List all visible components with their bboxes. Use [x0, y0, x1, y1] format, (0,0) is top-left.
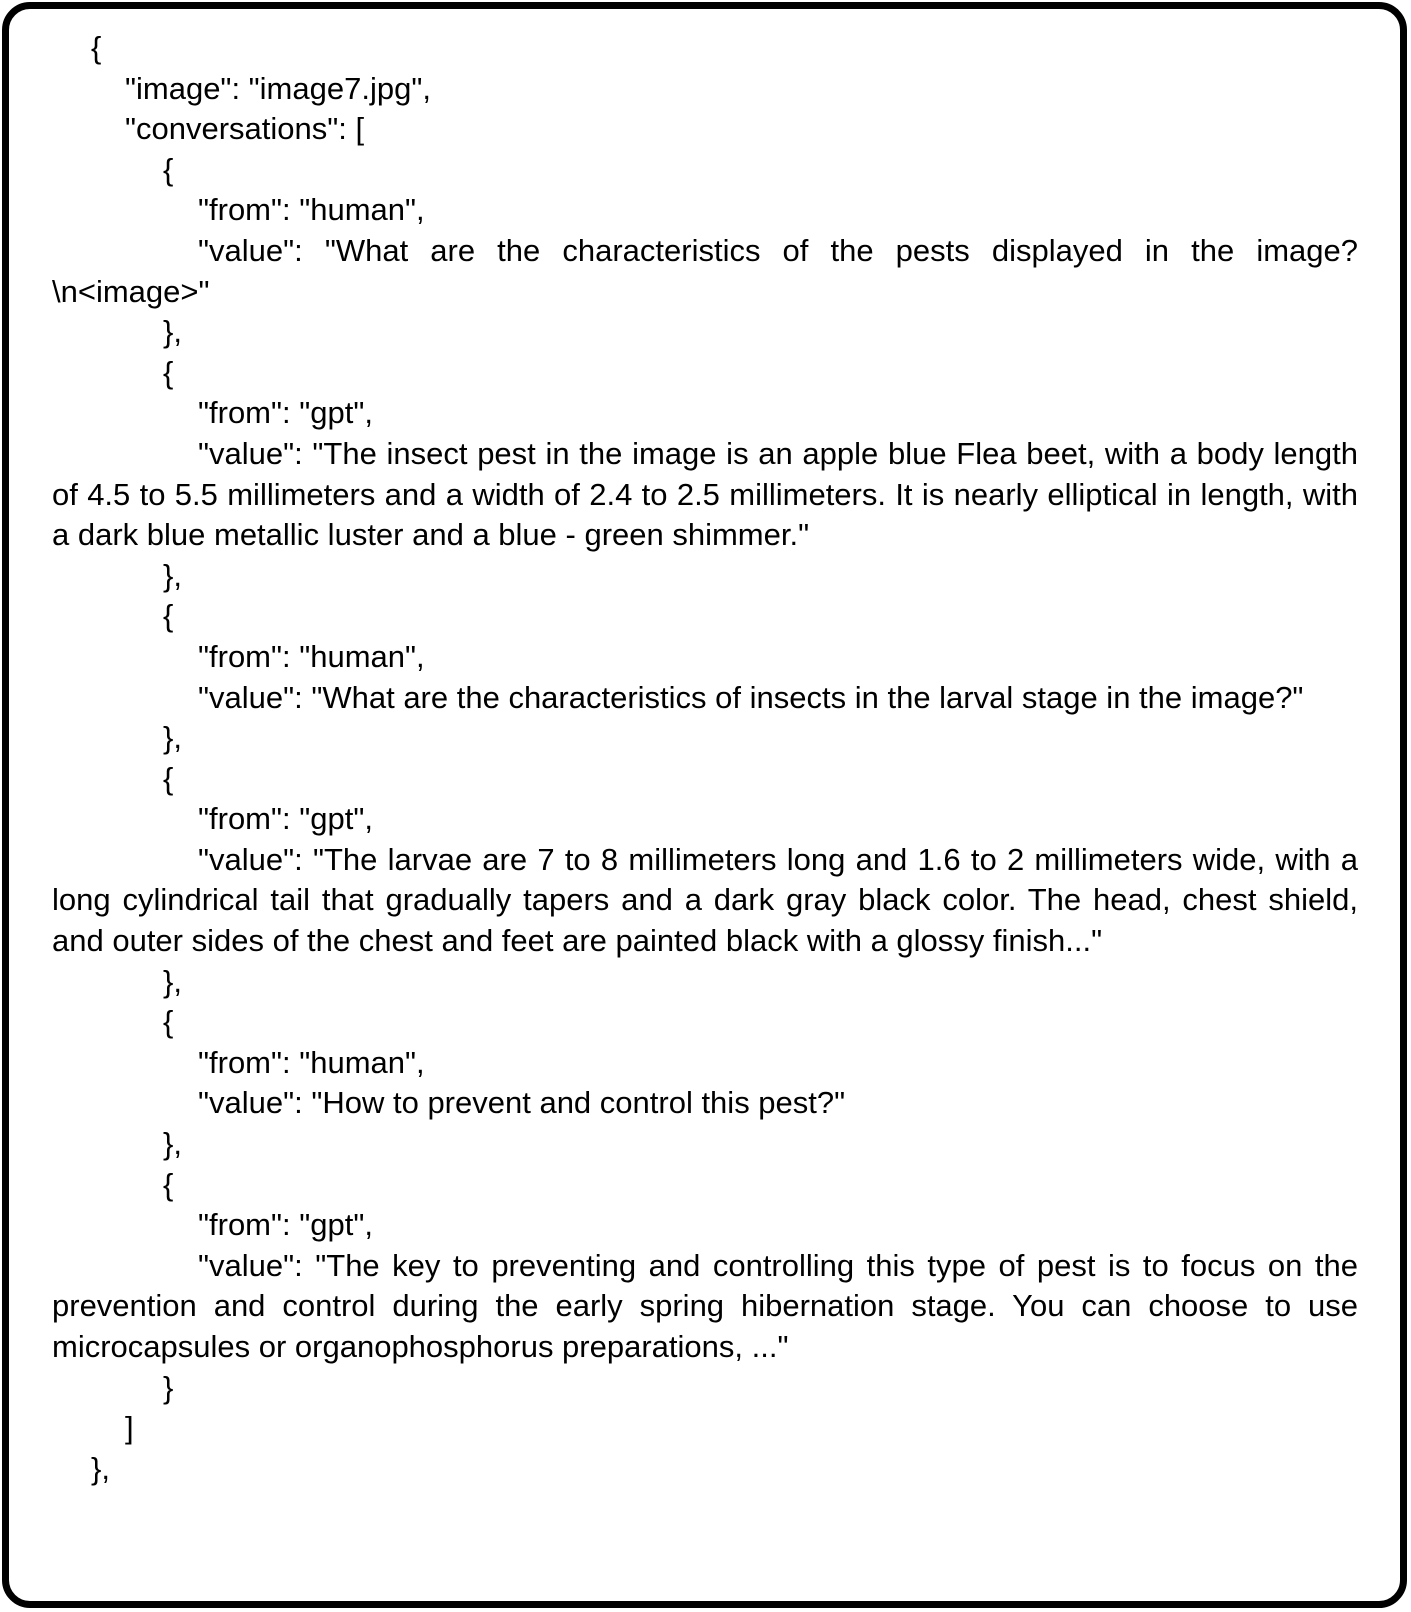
turn-open-brace: { [163, 1004, 174, 1040]
turn-from-field: "from": "human", [198, 638, 425, 674]
turn-value-field: "value": "The larvae are 7 to 8 millimeters long and 1.6 to 2 millimeters wide, with a long cylindrical tail that gradually tapers and a dark gray black color. The head, chest shield, and outer sides of the chest and feet are painted black with a glossy finish..." [52, 841, 1358, 959]
turn-open-brace: { [163, 151, 174, 187]
turn-from-field: "from": "gpt", [198, 395, 373, 431]
image-field: "image": "image7.jpg", [125, 70, 431, 106]
turn-from-field: "from": "human", [198, 1044, 425, 1080]
conversations-close-bracket: ] [125, 1410, 134, 1446]
turn-value-field: "value": "The insect pest in the image is an apple blue Flea beet, with a body length of 4.5 to 5.5 millimeters and a width of 2.4 to 2.5 millimeters. It is nearly elliptical in length, with a dark blue metallic luster and a blue - green shimmer." [52, 435, 1358, 553]
turn-open-brace: { [163, 598, 174, 634]
close-brace: }, [91, 1450, 110, 1486]
turn-close-brace: } [163, 1369, 174, 1405]
turn-from-field: "from": "gpt", [198, 801, 373, 837]
turn-open-brace: { [163, 1166, 174, 1202]
turn-from-field: "from": "human", [198, 192, 425, 228]
turn-close-brace: }, [163, 557, 182, 593]
turn-value-field: "value": "The key to preventing and controlling this type of pest is to focus on the prevention and control during the early spring hibernation stage. You can choose to use microcapsules or organophosphorus preparations, ..." [52, 1247, 1358, 1364]
turn-close-brace: }, [163, 1126, 182, 1162]
turn-value-field: "value": "How to prevent and control this pest?" [198, 1085, 846, 1121]
turn-from-field: "from": "gpt", [198, 1207, 373, 1243]
turn-close-brace: }, [163, 963, 182, 999]
conversations-field: "conversations": [ [125, 111, 365, 147]
turn-value-field: "value": "What are the characteristics of the pests displayed in the image?\n<image>" [52, 232, 1358, 309]
open-brace: { [91, 30, 102, 65]
turn-open-brace: { [163, 354, 174, 390]
json-code-block [52, 28, 1358, 1489]
turn-value-field: "value": "What are the characteristics of insects in the larval stage in the image?" [198, 679, 1304, 715]
turn-close-brace: }, [163, 720, 182, 756]
turn-close-brace: }, [163, 314, 182, 350]
turn-open-brace: { [163, 760, 174, 796]
